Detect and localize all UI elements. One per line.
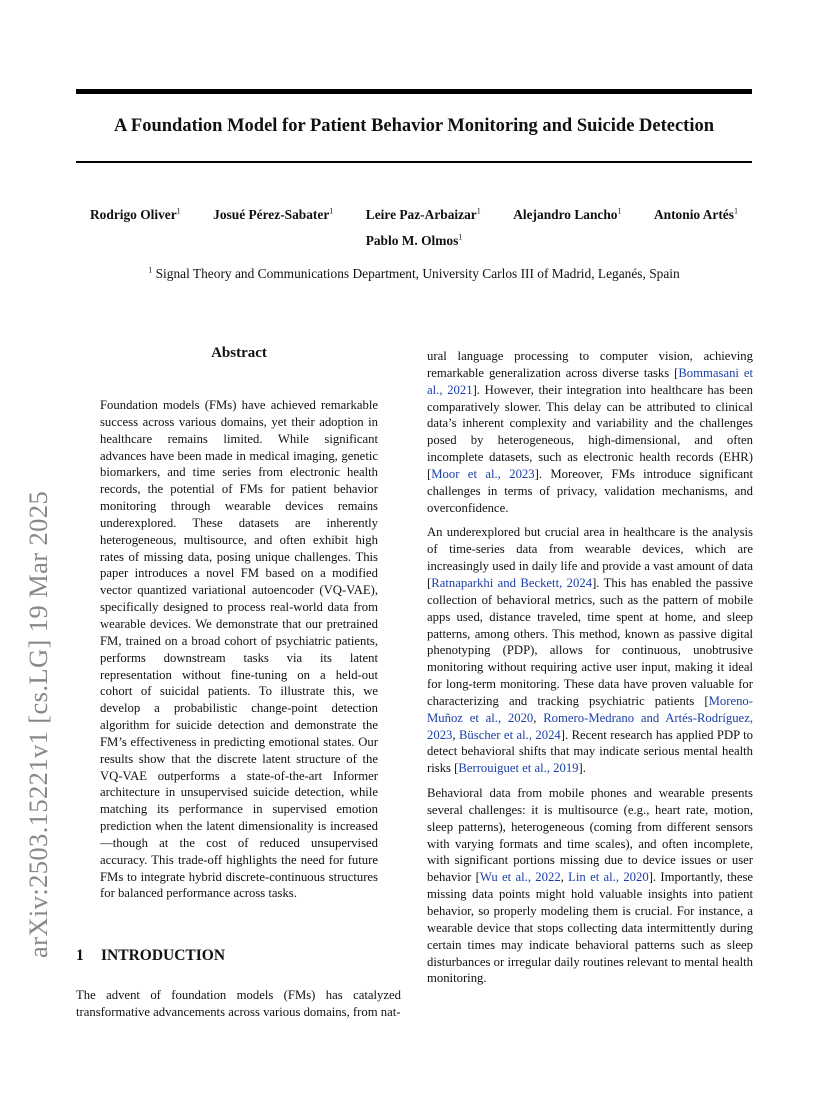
citation-link[interactable]: Bommasani et al., 2021 xyxy=(427,365,753,397)
affiliation: $^1$ Signal Theory and Communications Department, University Carlos III of Madrid, Leganés, Spain xyxy=(148,265,680,281)
author: Leire Paz-Arbaizar$^1$ xyxy=(365,206,481,222)
author: Pablo M. Olmos$^1$ xyxy=(365,232,463,248)
paragraph: Behavioral data from mobile phones and wearable presents several challenges: it is multisource (e.g., heart rate, motion, sleep patterns), heterogeneous (coming from different sensors with varying formats and time scales), and often incomplete, with significant portions missing due to device issues or user behavior [Wu et al., 2022, Lin et al., 2020]. Importantly, these missing data points might hold valuable insights into patient behavior, so properly modeling them is crucial. For instance, a wearable device that stops collecting data intermittently during certain times may indicate behavioral patterns such as sleep disturbances or irregular daily routines relevant to mental health monitoring. xyxy=(427,786,754,986)
author-list-line2 xyxy=(76,233,752,249)
citation-link[interactable]: Berrouiguet et al., 2019 xyxy=(458,761,579,776)
citation-link[interactable]: Büscher et al., 2024 xyxy=(458,727,561,742)
section-number: 1 xyxy=(76,947,84,964)
section-heading-introduction xyxy=(76,947,225,965)
paragraph: An underexplored but crucial area in healthcare is the analysis of time-series data from wearable devices, which are increasingly used in daily life and provide a vast amount of data [Ratnaparkhi and Beckett, 2024]. This has enabled the passive collection of behavioral metrics, such as the pattern of mobile apps used, distance traveled, time spent at home, and sleep patterns, among others. This method, known as passive digital phenotyping (PDP), allows for continuous, unobtrusive monitoring without requiring active user input, making it ideal for long-term monitoring. These data have proven valuable for characterizing and tracking psychiatric patients [Moreno-Muñoz et al., 2020, Romero-Medrano and Artés-Rodríguez, 2023, Büscher et al., 2024]. Recent research has applied PDP to detect behavioral shifts that may indicate serious mental health risks [Berrouiguet et al., 2019]. xyxy=(427,525,754,776)
author: Josué Pérez-Sabater$^1$ xyxy=(213,206,334,222)
intro-paragraph: The advent of foundation models (FMs) has catalyzed transformative advancements across various domains, from nat- xyxy=(76,988,401,1019)
citation-link[interactable]: Wu et al., 2022 xyxy=(479,870,561,885)
citation-link[interactable]: Romero-Medrano and Artés-Rodríguez, 2023 xyxy=(427,710,753,742)
paper-title: A Foundation Model for Patient Behavior Monitoring and Suicide Detection xyxy=(113,116,715,136)
author: Rodrigo Oliver$^1$ xyxy=(90,206,181,222)
title-rule-bottom xyxy=(76,161,752,163)
author: Antonio Artés$^1$ xyxy=(653,206,738,222)
section-title: INTRODUCTION xyxy=(101,947,226,964)
arxiv-identifier: arXiv:2503.15221v1 [cs.LG] 19 Mar 2025 xyxy=(23,490,53,958)
author-list xyxy=(76,207,752,223)
abstract-heading: Abstract xyxy=(211,345,267,361)
citation-link[interactable]: Moreno-Muñoz et al., 2020 xyxy=(427,693,753,725)
paragraph: ural language processing to computer vision, achieving remarkable generalization across diverse tasks [Bommasani et al., 2021]. However, their integration into healthcare has been comparatively slower. This delay can be attributed to clinical data’s inherent complexity and variability and the challenges posed by heterogeneous, high-dimensional, and often incomplete datasets, such as electronic health records (EHR) [Moor et al., 2023]. Moreover, FMs introduce significant challenges in terms of privacy, validation mechanisms, and overconfidence. xyxy=(427,349,753,515)
citation-link[interactable]: Lin et al., 2020 xyxy=(568,870,649,885)
author: Alejandro Lancho$^1$ xyxy=(513,206,622,222)
citation-link[interactable]: Ratnaparkhi and Beckett, 2024 xyxy=(431,575,593,590)
title-rule-top xyxy=(76,89,752,94)
right-column xyxy=(427,348,753,995)
abstract-body: Foundation models (FMs) have achieved remarkable success across various domains, yet their adoption in healthcare remains limited. While significant advances have been made in medical imaging, genetic biomarkers, and time series from electronic health records, the potential of FMs for patient behavior monitoring through wearable devices remains underexplored. These datasets are inherently heterogeneous, multisource, and often exhibit high rates of missing data, posing unique challenges. This paper introduces a novel FM based on a modified vector quantized variational autoencoder (VQ-VAE), specifically designed to process real-world data from wearable devices. We demonstrate that our pretrained FM, trained on a broad cohort of psychiatric patients, performs downstream tasks via its latent representation without fine-tuning on a held-out cohort of suicidal patients. To illustrate this, we develop a probabilistic change-point detection algorithm for suicide detection and demonstrate the FM’s effectiveness in predicting emotional states. Our results show that the discrete latent structure of the VQ-VAE outperforms a state-of-the-art Informer architecture in unsupervised suicide detection, while matching its performance in supervised emotion prediction when the latent dimensionality is increased—though at the cost of reduced unsupervised accuracy. This trade-off highlights the need for future FMs to integrate hybrid discrete-continuous structures for balanced performance across tasks. xyxy=(100,398,378,901)
citation-link[interactable]: Moor et al., 2023 xyxy=(431,466,535,481)
